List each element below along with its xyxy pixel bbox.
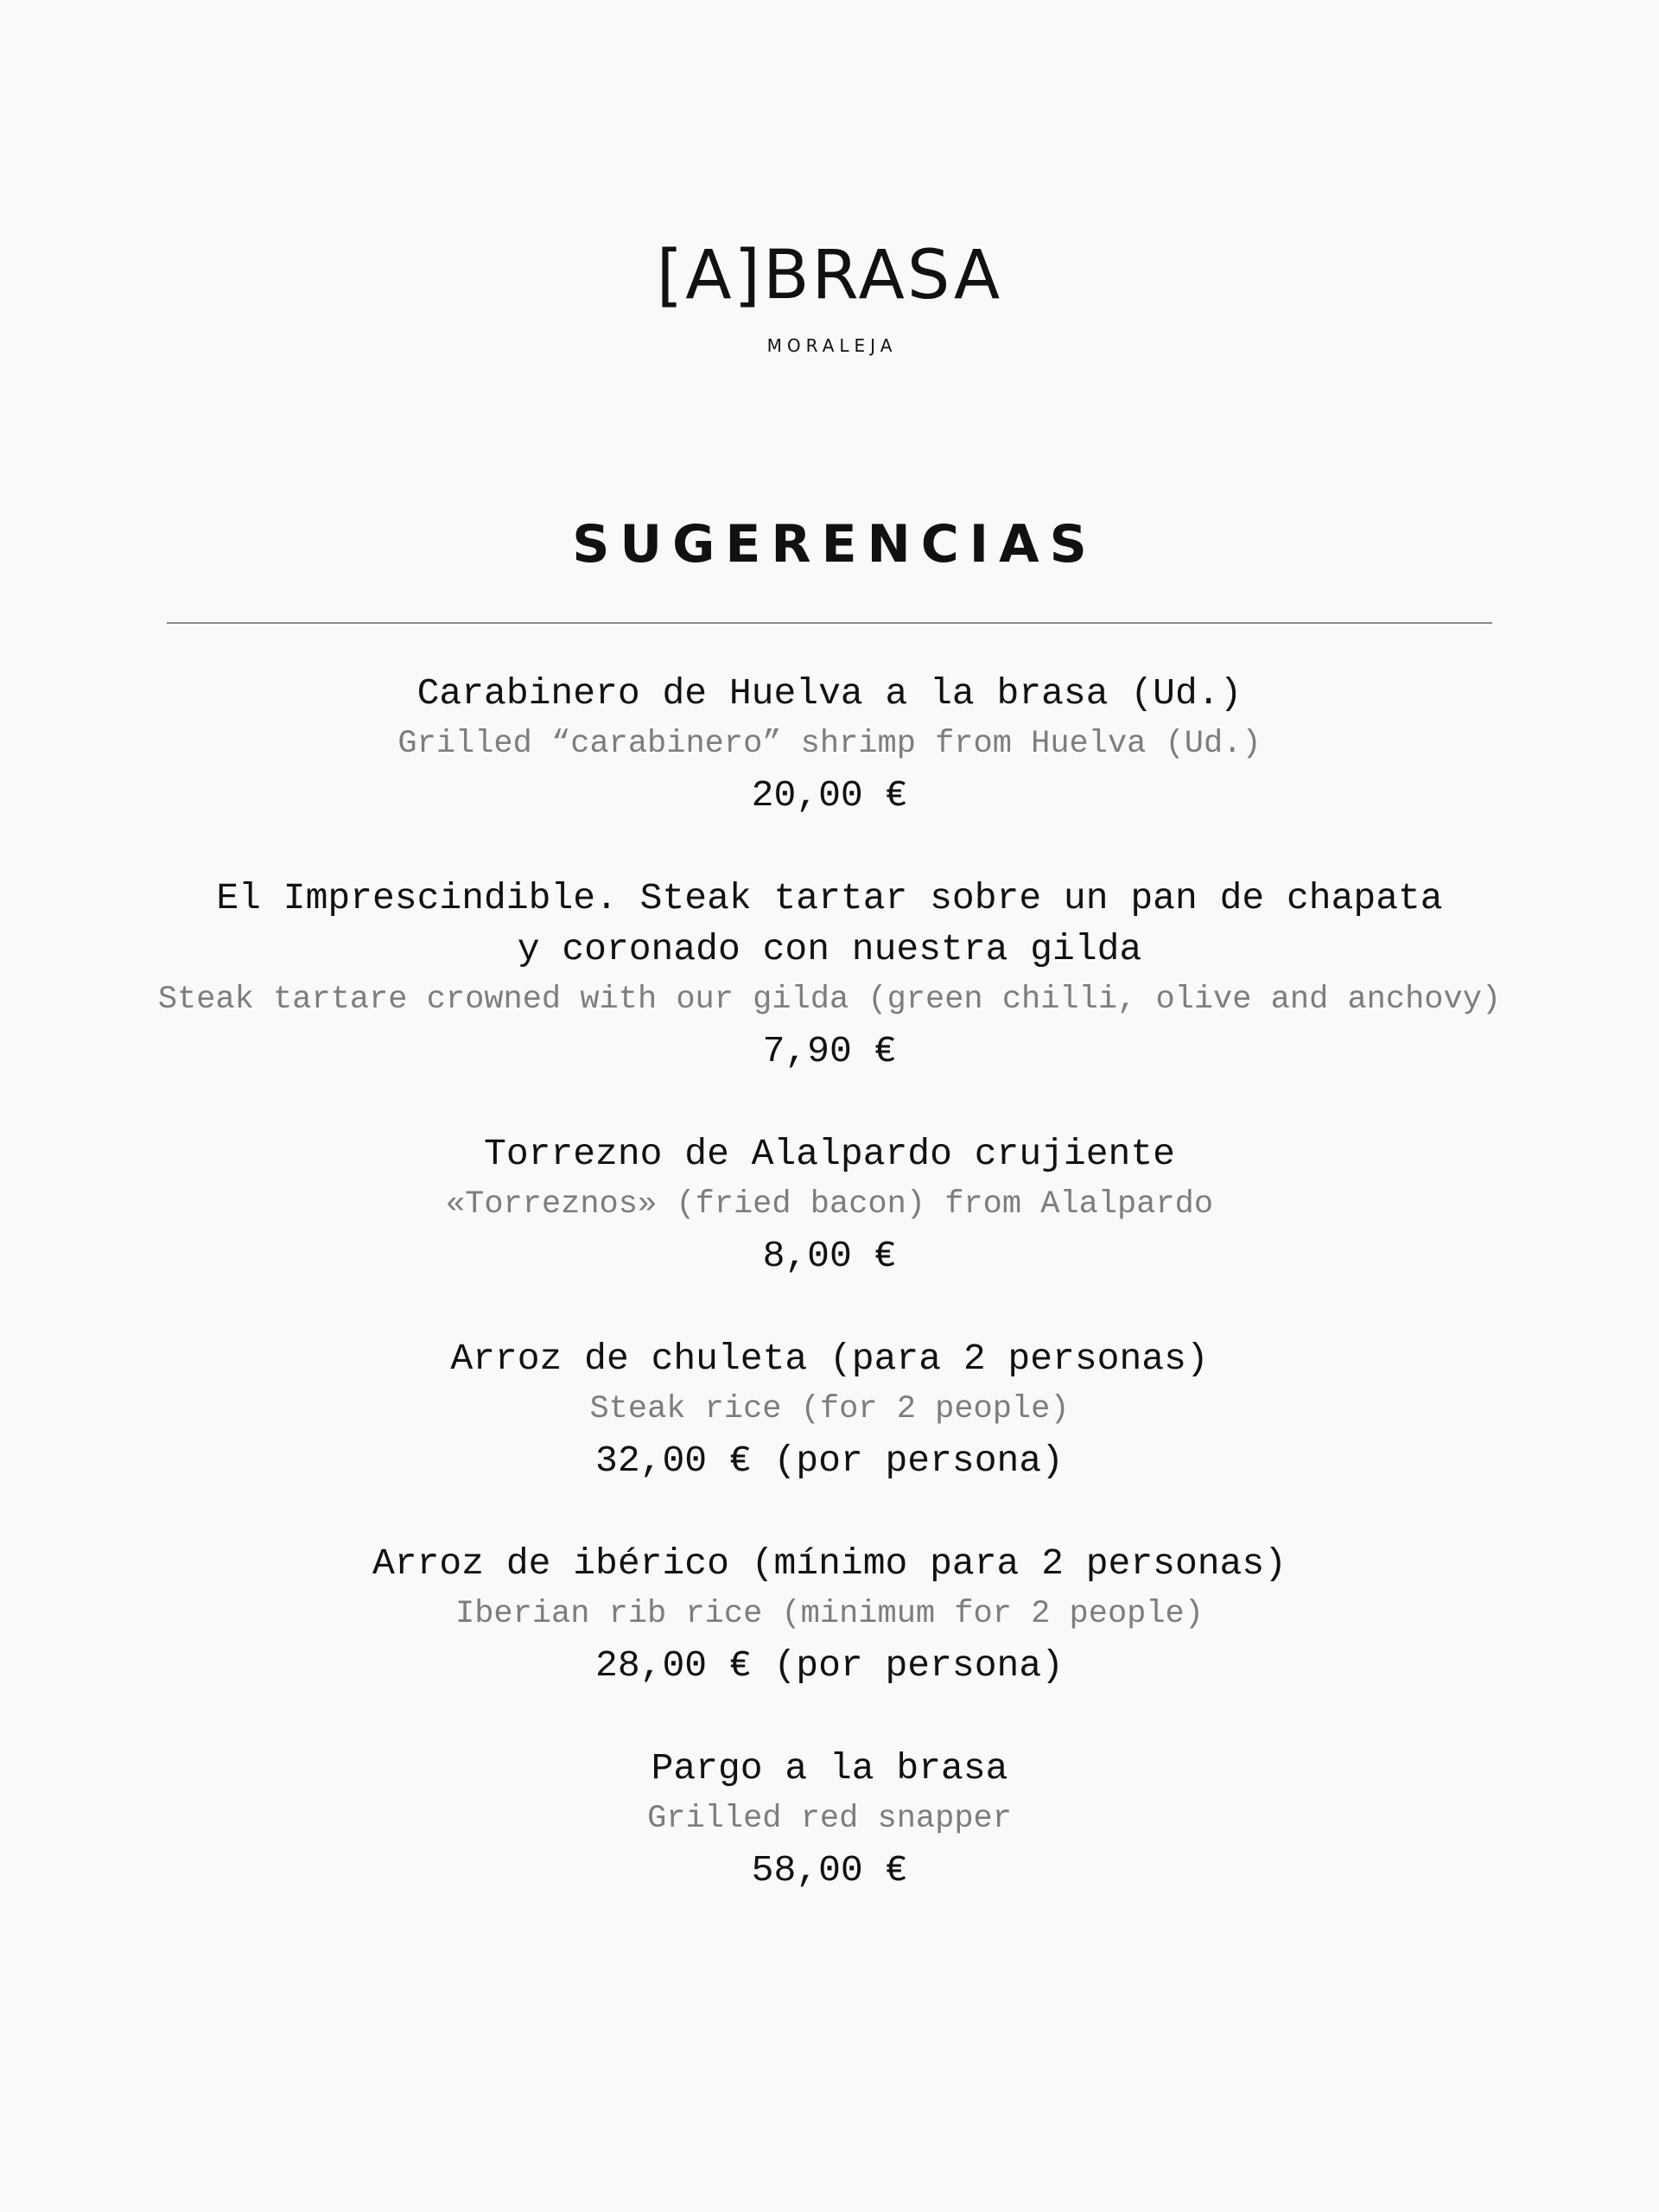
item-name: Arroz de chuleta (para 2 personas) [450, 1338, 1209, 1380]
menu-item [0, 1128, 1659, 1281]
item-price: 28,00 € (por persona) [595, 1644, 1064, 1687]
menu-item [0, 1333, 1659, 1486]
item-description: Grilled red snapper [647, 1801, 1012, 1837]
item-price: 20,00 € [751, 774, 908, 817]
restaurant-logo [0, 237, 1659, 356]
menu-item [0, 1538, 1659, 1691]
item-description: Steak tartare crowned with our gilda (green chilli, olive and anchovy) [157, 982, 1502, 1018]
section-title: SUGERENCIAS [572, 514, 1097, 575]
section-divider [167, 622, 1492, 624]
brand-name: [A]BRASA [656, 237, 1003, 315]
item-description: «Torreznos» (fried bacon) from Alalpardo [445, 1186, 1214, 1223]
item-name: Pargo a la brasa [651, 1747, 1008, 1789]
menu-item [0, 668, 1659, 821]
item-name: Torrezno de Alalpardo crujiente [484, 1133, 1175, 1175]
item-name: Carabinero de Huelva a la brasa (Ud.) [416, 672, 1243, 715]
brand-location: MORALEJA [766, 335, 898, 356]
item-name: El Imprescindible. Steak tartar sobre un pan de chapata [216, 877, 1443, 919]
item-name: Arroz de ibérico (mínimo para 2 personas) [372, 1542, 1287, 1585]
item-price: 7,90 € [762, 1030, 897, 1072]
item-price: 8,00 € [762, 1235, 897, 1277]
item-description: Steak rice (for 2 people) [589, 1391, 1070, 1427]
menu-items-list [0, 668, 1659, 1948]
item-price: 32,00 € (por persona) [595, 1440, 1064, 1482]
item-description: Iberian rib rice (minimum for 2 people) [455, 1596, 1204, 1632]
item-name-line-2: y coronado con nuestra gilda [517, 928, 1142, 970]
item-price: 58,00 € [751, 1849, 908, 1891]
menu-item [0, 873, 1659, 1077]
menu-item [0, 1743, 1659, 1896]
item-description: Grilled “carabinero” shrimp from Huelva (Ud.) [397, 726, 1262, 762]
